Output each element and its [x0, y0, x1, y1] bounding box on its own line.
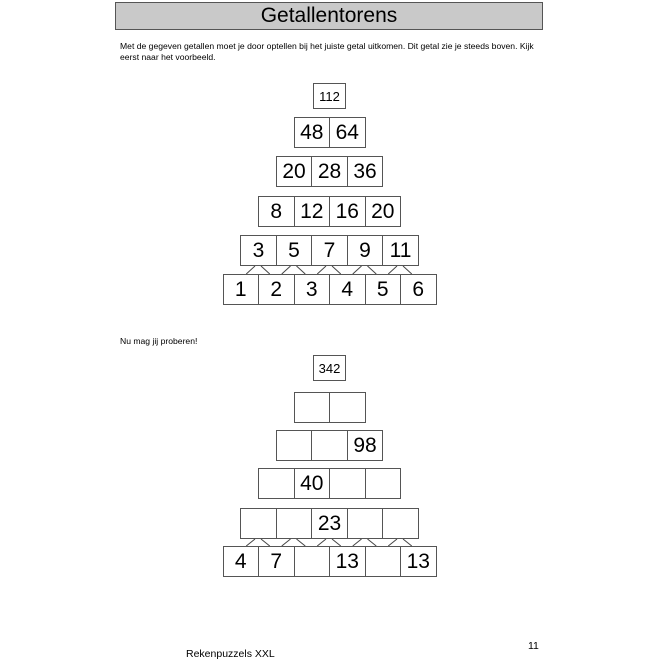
pyramid-cell: 5 — [365, 274, 402, 305]
pyramid-cell: 12 — [294, 196, 331, 227]
connector-line — [403, 539, 412, 546]
pyramid-cell: 4 — [223, 546, 260, 577]
pyramid-cell[interactable] — [329, 468, 366, 499]
instructions-text: Met de gegeven getallen moet je door optellen bij het juiste getal uitkomen. Dit getal zie je steeds boven. Kijk eerst naar het voorbeeld. — [120, 41, 534, 62]
pyramid-cell: 7 — [258, 546, 295, 577]
exercise-label: Nu mag jij proberen! — [120, 336, 198, 346]
pyramid-cell: 112 — [313, 83, 346, 109]
pyramid-cell: 23 — [311, 508, 348, 539]
pyramid-cell: 6 — [400, 274, 437, 305]
pyramid-cell: 13 — [329, 546, 366, 577]
pyramid-cell: 11 — [382, 235, 419, 266]
pyramid-cell[interactable] — [294, 546, 331, 577]
pyramid-cell: 28 — [311, 156, 348, 187]
connector-line — [317, 539, 326, 546]
pyramid-cell: 7 — [311, 235, 348, 266]
connector-line — [282, 539, 291, 546]
connector-line — [388, 539, 397, 546]
connector-line — [353, 539, 362, 546]
pyramid-cell: 20 — [276, 156, 313, 187]
pyramid-cell: 1 — [223, 274, 260, 305]
connector-line — [368, 539, 377, 546]
pyramid-cell[interactable] — [365, 546, 402, 577]
pyramid-cell: 3 — [240, 235, 277, 266]
page-title: Getallentorens — [115, 2, 543, 30]
pyramid-cell[interactable] — [329, 392, 366, 423]
pyramid-cell[interactable] — [365, 468, 402, 499]
pyramid-cell[interactable] — [276, 508, 313, 539]
pyramid-cell: 9 — [347, 235, 384, 266]
connector-line — [332, 539, 341, 546]
pyramid-cell: 5 — [276, 235, 313, 266]
connector-line — [297, 539, 306, 546]
connector-line — [246, 539, 255, 546]
pyramid-cell[interactable] — [294, 392, 331, 423]
pyramid-cell: 16 — [329, 196, 366, 227]
pyramid-cell: 13 — [400, 546, 437, 577]
pyramid-cell: 20 — [365, 196, 402, 227]
pyramid-cell: 48 — [294, 117, 331, 148]
pyramid-cell: 2 — [258, 274, 295, 305]
pyramid-cell: 64 — [329, 117, 366, 148]
pyramid-cell: 342 — [313, 355, 346, 381]
pyramid-cell[interactable] — [276, 430, 313, 461]
pyramid-cell: 4 — [329, 274, 366, 305]
pyramid-cell[interactable] — [258, 468, 295, 499]
pyramid-cell[interactable] — [311, 430, 348, 461]
connector-line — [261, 539, 270, 546]
pyramid-cell: 3 — [294, 274, 331, 305]
pyramid-cell[interactable] — [347, 508, 384, 539]
page-number: 11 — [528, 640, 539, 652]
pyramid-cell: 40 — [294, 468, 331, 499]
pyramid-cell[interactable] — [382, 508, 419, 539]
pyramid-cell: 36 — [347, 156, 384, 187]
pyramid-cell: 8 — [258, 196, 295, 227]
pyramid-cell[interactable] — [240, 508, 277, 539]
book-title-footer: Rekenpuzzels XXL — [186, 648, 275, 660]
pyramid-cell: 98 — [347, 430, 384, 461]
